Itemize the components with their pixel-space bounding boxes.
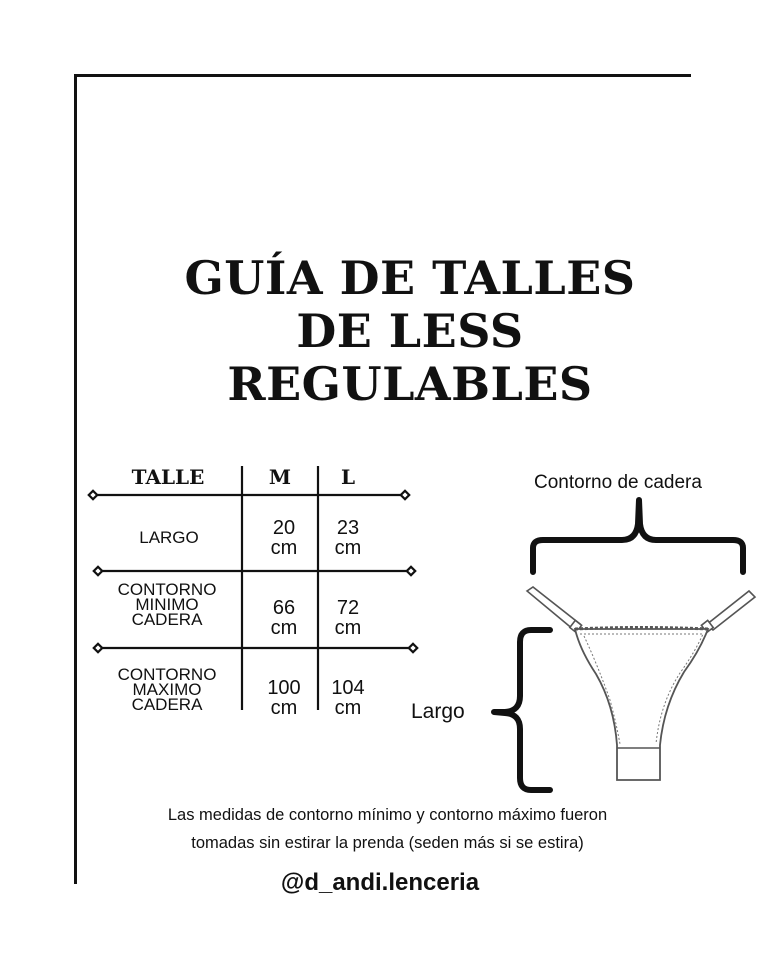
row3-value-m: 100 cm (267, 677, 301, 719)
measurement-note (100, 801, 675, 857)
length-brace (494, 630, 550, 790)
hip-brace (533, 500, 743, 572)
note-line-2: tomadas sin estirar la prenda (seden más si se estira) (191, 834, 584, 852)
row3-value-l: 104 cm (331, 677, 365, 719)
row-label-contorno-maximo: CONTORNO MAXIMO CADERA (117, 665, 217, 714)
row-label-largo: LARGO (139, 528, 199, 547)
row1-value-m: 20 cm (270, 517, 298, 559)
table-header-m: M (268, 465, 292, 489)
length-label: Largo (411, 700, 465, 723)
row2-value-m: 66 cm (270, 597, 298, 639)
title-line-1: GUÍA DE TALLES (184, 251, 636, 305)
garment-body (575, 629, 708, 780)
table-header-l: L (340, 465, 356, 489)
hip-contour-label: Contorno de cadera (534, 472, 702, 493)
row1-value-l: 23 cm (334, 517, 362, 559)
row-label-contorno-minimo: CONTORNO MINIMO CADERA (117, 580, 217, 629)
note-line-1: Las medidas de contorno mínimo y contorno máximo fueron (167, 806, 608, 824)
title-line-3: REGULABLES (227, 357, 593, 411)
row2-value-l: 72 cm (334, 597, 362, 639)
table-header-talle: TALLE (131, 465, 205, 489)
brand-handle: @d_andi.lenceria (280, 869, 480, 896)
garment-straps (527, 587, 755, 632)
title-line-2: DE LESS (296, 304, 524, 358)
